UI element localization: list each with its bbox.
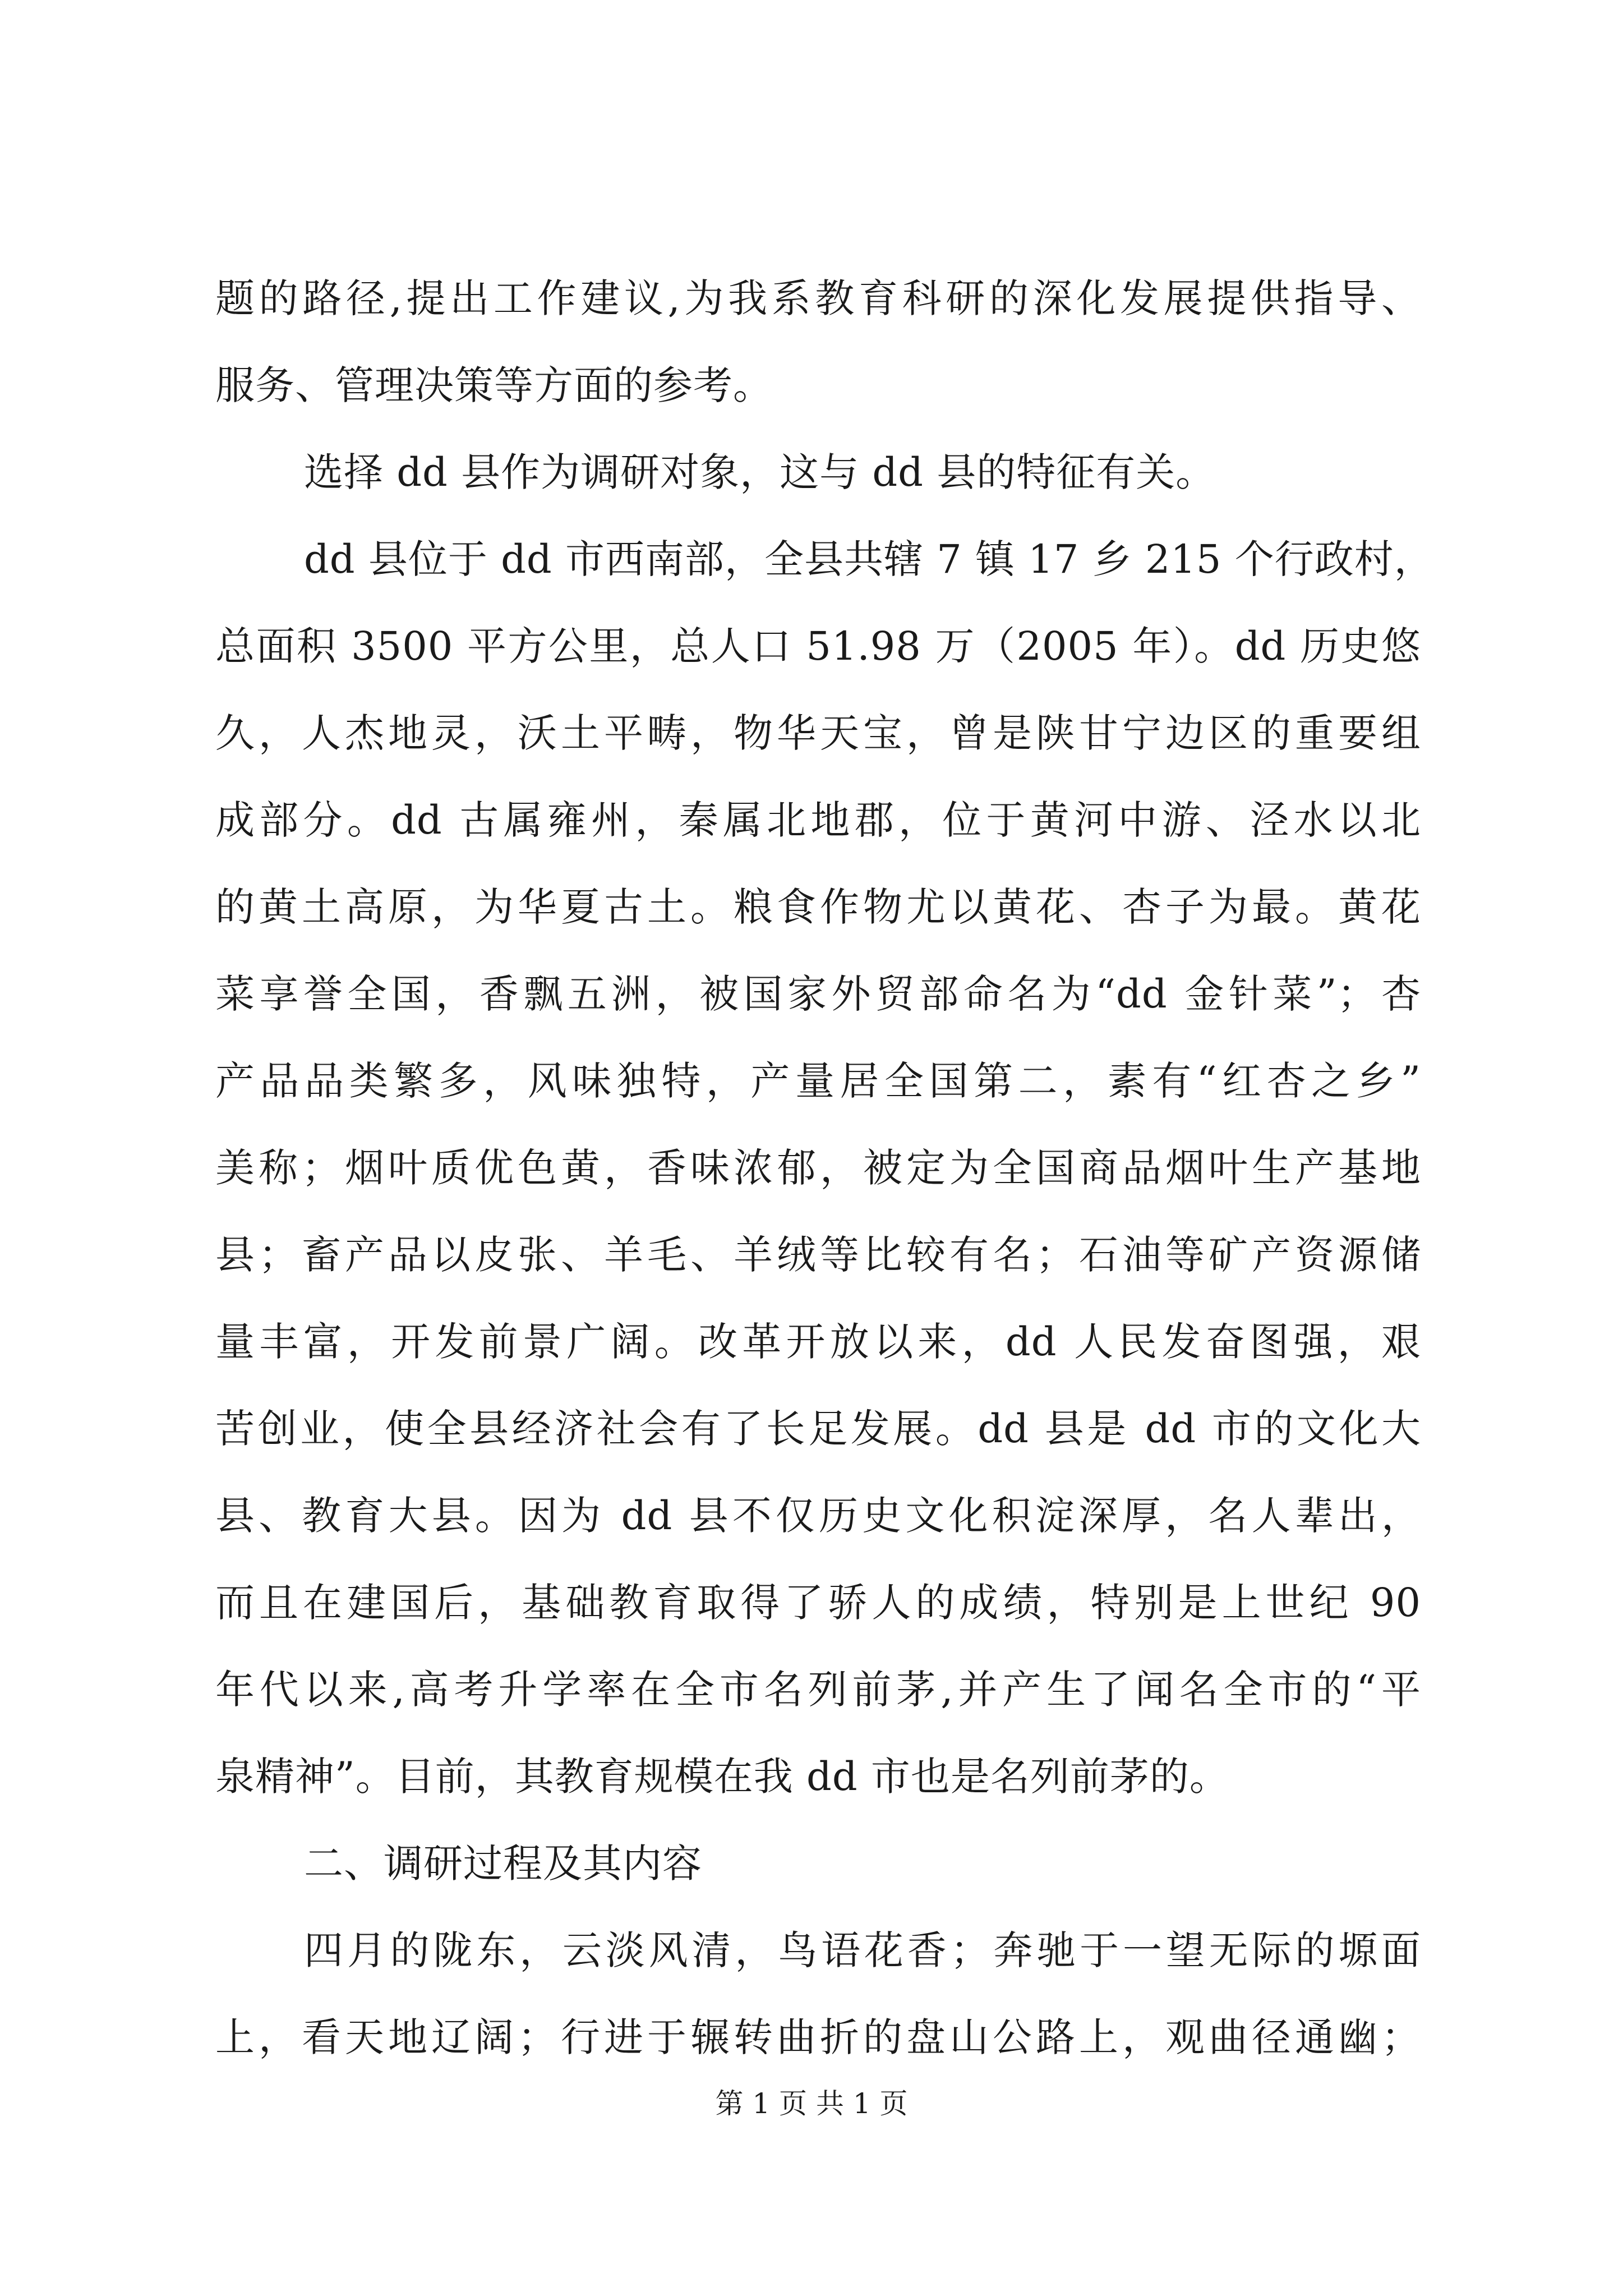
text-line: 年代以来,高考升学率在全市名列前茅,并产生了闻名全市的“平 <box>215 1667 1421 1713</box>
text-line: 县；畜产品以皮张、羊毛、羊绒等比较有名；石油等矿产资源储 <box>215 1232 1421 1278</box>
text-line: 菜享誉全国，香飘五洲，被国家外贸部命名为“dd 金针菜”；杏 <box>215 971 1421 1017</box>
page-footer: 第 1 页 共 1 页 <box>715 2087 908 2120</box>
text-line: 泉精神”。目前，其教育规模在我 dd 市也是名列前茅的。 <box>215 1754 1229 1800</box>
text-line: 的黄土高原，为华夏古土。粮食作物尤以黄花、杏子为最。黄花 <box>215 884 1421 930</box>
text-line: 四月的陇东，云淡风清，鸟语花香；奔驰于一望无际的塬面 <box>304 1927 1421 1973</box>
text-line: 产品品类繁多，风味独特，产量居全国第二，素有“红杏之乡” <box>215 1058 1421 1104</box>
text-line: 久，人杰地灵，沃土平畴，物华天宝，曾是陕甘宁边区的重要组 <box>215 710 1421 756</box>
text-line: 服务、管理决策等方面的参考。 <box>215 362 773 408</box>
text-line: 县、教育大县。因为 dd 县不仅历史文化积淀深厚，名人辈出， <box>215 1493 1421 1539</box>
text-line: 上，看天地辽阔；行进于辗转曲折的盘山公路上，观曲径通幽； <box>215 2014 1421 2060</box>
text-line: 成部分。dd 古属雍州，秦属北地郡，位于黄河中游、泾水以北 <box>215 797 1421 843</box>
text-line: 苦创业，使全县经济社会有了长足发展。dd 县是 dd 市的文化大 <box>215 1406 1421 1452</box>
text-line: 美称；烟叶质优色黄，香味浓郁，被定为全国商品烟叶生产基地 <box>215 1145 1421 1191</box>
text-line: 总面积 3500 平方公里，总人口 51.98 万（2005 年）。dd 历史悠 <box>215 623 1421 669</box>
text-line: dd 县位于 dd 市西南部，全县共辖 7 镇 17 乡 215 个行政村， <box>304 536 1434 582</box>
document-body <box>215 255 1434 2081</box>
text-line: 二、调研过程及其内容 <box>304 1841 702 1887</box>
text-line: 而且在建国后，基础教育取得了骄人的成绩，特别是上世纪 90 <box>215 1580 1421 1626</box>
text-line: 量丰富，开发前景广阔。改革开放以来，dd 人民发奋图强，艰 <box>215 1319 1421 1365</box>
text-line: 选择 dd 县作为调研对象，这与 dd 县的特征有关。 <box>304 449 1216 495</box>
text-line: 题的路径,提出工作建议,为我系教育科研的深化发展提供指导、 <box>215 275 1421 321</box>
